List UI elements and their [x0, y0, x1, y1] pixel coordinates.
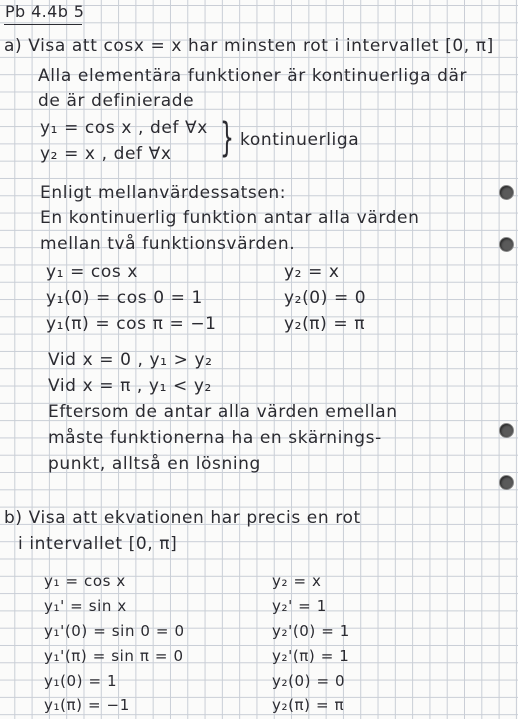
binder-hole	[500, 238, 513, 251]
b-left-row3: y₁'(0) = sin 0 = 0	[44, 622, 185, 640]
vid-line1: Vid x = 0 , y₁ > y₂	[48, 350, 213, 370]
right-col-row1: y₂ = x	[284, 262, 340, 282]
binder-hole	[500, 186, 513, 199]
problem-title: Pb 4.4b 5	[5, 2, 85, 21]
vid-line2: Vid x = π , y₁ < y₂	[48, 376, 212, 396]
b-right-row3: y₂'(0) = 1	[272, 622, 350, 640]
left-col-row3: y₁(π) = cos π = −1	[46, 314, 217, 334]
b-left-row2: y₁' = sin x	[44, 597, 127, 615]
part-a-heading: a) Visa att cosx = x har minsten rot i intervallet [0, π]	[4, 36, 494, 56]
left-col-row1: y₁ = cos x	[46, 262, 138, 282]
conclusion-line2: måste funktionerna ha en skärnings-	[48, 428, 382, 448]
b-right-row1: y₂ = x	[272, 572, 322, 590]
conclusion-line1: Eftersom de antar alla värden emellan	[48, 402, 398, 422]
y2-definition: y₂ = x , def ∀x	[40, 144, 172, 164]
right-col-row3: y₂(π) = π	[284, 314, 366, 334]
part-a-line2: de är definierade	[38, 91, 195, 111]
title-underline	[4, 24, 82, 25]
theorem-line1: En kontinuerlig funktion antar alla värden	[40, 208, 420, 228]
conclusion-line3: punkt, alltså en lösning	[48, 454, 261, 474]
b-right-row6: y₂(π) = π	[272, 696, 345, 714]
part-b-heading1: b) Visa att ekvationen har precis en rot	[4, 508, 361, 528]
b-left-row5: y₁(0) = 1	[44, 672, 118, 690]
b-left-row6: y₁(π) = −1	[44, 696, 130, 714]
part-b-heading2: i intervallet [0, π]	[18, 534, 178, 554]
right-col-row2: y₂(0) = 0	[284, 288, 367, 308]
binder-hole	[500, 476, 513, 489]
y1-definition: y₁ = cos x , def ∀x	[40, 118, 208, 138]
b-right-row2: y₂' = 1	[272, 597, 327, 615]
b-right-row5: y₂(0) = 0	[272, 672, 346, 690]
curly-brace: }	[220, 115, 234, 161]
theorem-title: Enligt mellanvärdessatsen:	[40, 183, 287, 203]
theorem-line2: mellan två funktionsvärden.	[40, 234, 296, 254]
part-a-line1: Alla elementära funktioner är kontinuerliga där	[38, 66, 468, 86]
b-left-row1: y₁ = cos x	[44, 572, 126, 590]
binder-hole	[500, 424, 513, 437]
b-left-row4: y₁'(π) = sin π = 0	[44, 647, 184, 665]
brace-label: kontinuerliga	[240, 130, 360, 150]
left-col-row2: y₁(0) = cos 0 = 1	[46, 288, 203, 308]
b-right-row4: y₂'(π) = 1	[272, 647, 350, 665]
